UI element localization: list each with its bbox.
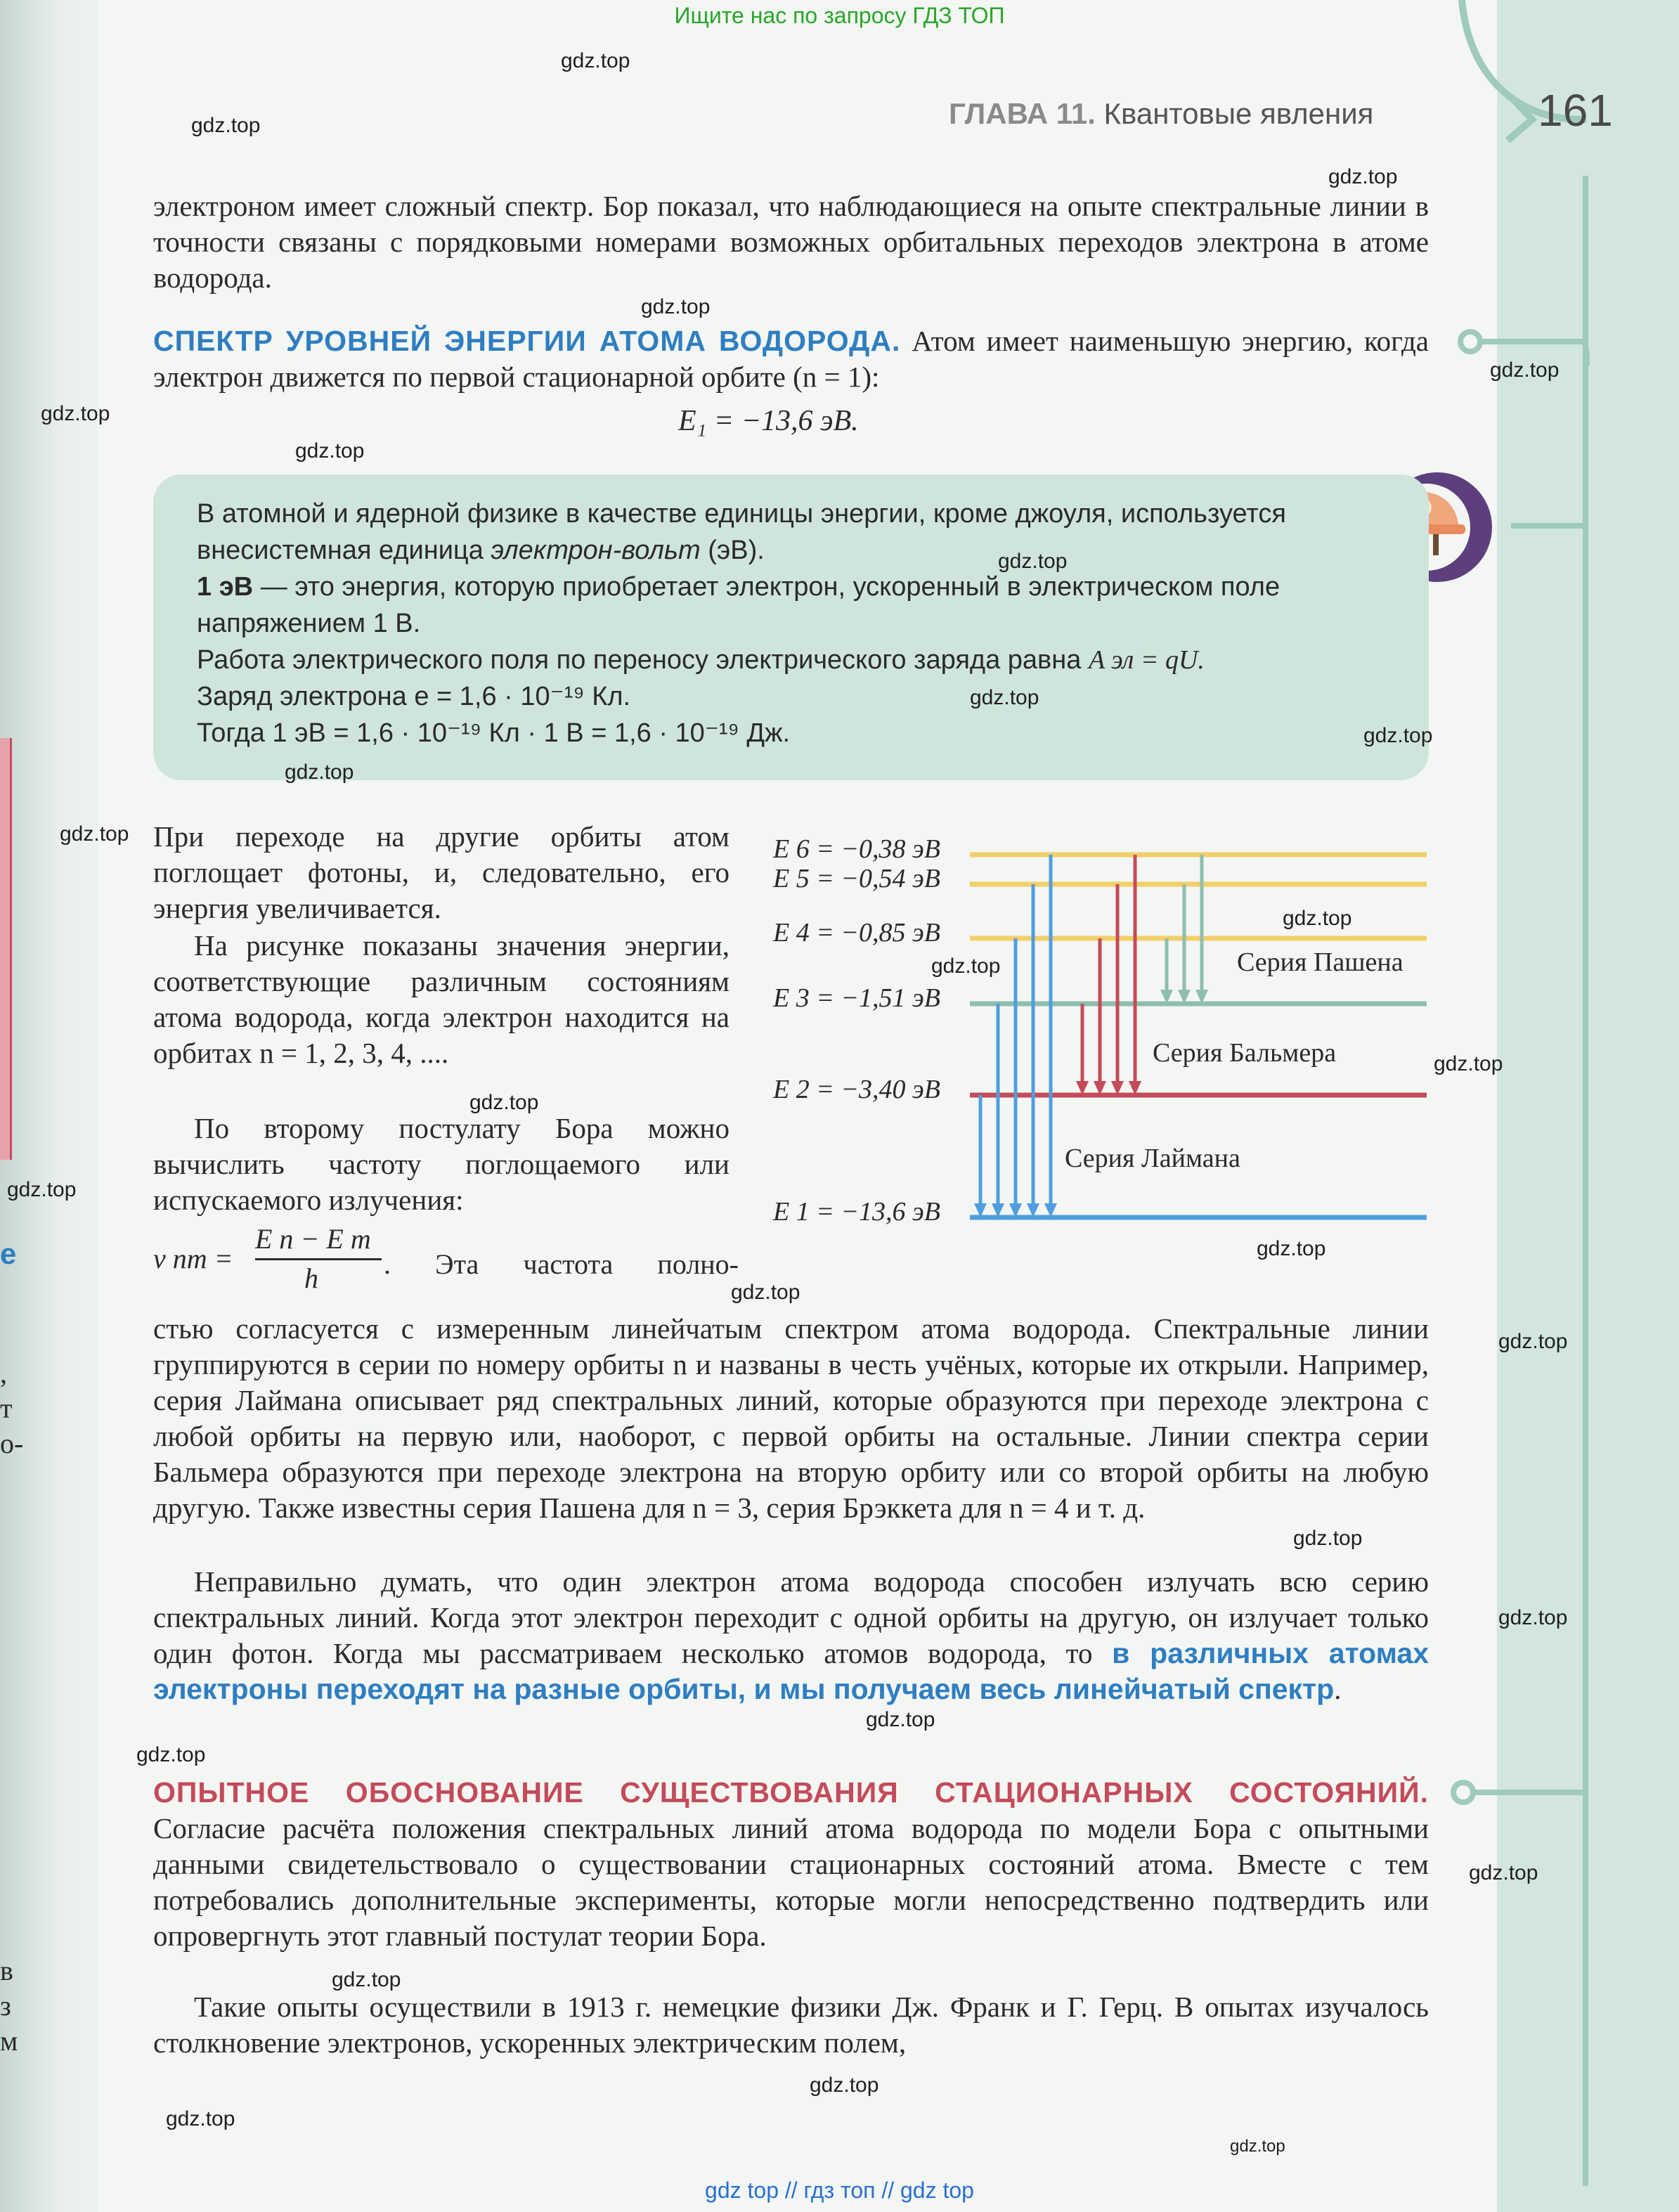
- watermark: gdz.top: [970, 686, 1039, 709]
- lyman-series-label: Серия Лаймана: [1065, 1144, 1240, 1173]
- energy-level-label-2: E 2 = −3,40 эВ: [773, 1075, 940, 1104]
- watermark: gdz.top: [1498, 1330, 1568, 1353]
- paschen-arrow: [1178, 884, 1191, 1004]
- watermark: gdz.top: [998, 550, 1068, 573]
- infobox-charge: Заряд электрона e = 1,6 · 10⁻¹⁹ Кл.: [197, 682, 631, 711]
- watermark: gdz.top: [166, 2107, 235, 2130]
- energy-level-label-1: E 1 = −13,6 эВ: [773, 1197, 940, 1227]
- watermark: gdz.top: [285, 761, 354, 784]
- lyman-arrow: [1027, 884, 1039, 1217]
- section1-text: Атом имеет наименьшую энергию, когда электрон движется по первой стационарной орбите (n = 1):: [153, 325, 1430, 393]
- lyman-arrow: [992, 1004, 1004, 1217]
- watermark: gdz.top: [810, 2074, 879, 2097]
- margin-fragment: e: [0, 1237, 17, 1270]
- left-column-p1: При переходе на другие орбиты атом поглощает фотоны, и, следовательно, его энергия увеличивается.: [153, 820, 730, 924]
- chapter-title: Квантовые явления: [1103, 97, 1374, 130]
- chapter-label: ГЛАВА 11.: [949, 97, 1096, 130]
- bottom-banner[interactable]: gdz top // гдз топ // gdz top: [705, 2178, 974, 2203]
- section2-text: Согласие расчёта положения спектральных линий атома водорода по модели Бора с опытными данными свидетельствовало о существовании стационарных состояний атома. Вместе с тем потребовались дополнительные эксперименты, которые могли непосредственно подтвердить или опровергнуть этот главный постулат теории Бора.: [153, 1812, 1429, 1952]
- energy-level-label-5: E 5 = −0,54 эВ: [773, 864, 940, 893]
- watermark: gdz.top: [1283, 907, 1352, 930]
- watermark: gdz.top: [1469, 1861, 1538, 1884]
- section2-paragraph: [153, 1775, 1429, 1954]
- balmer-series-label: Серия Бальмера: [1153, 1038, 1337, 1068]
- info-box: [153, 474, 1429, 780]
- watermark: gdz.top: [7, 1178, 77, 1201]
- energy-level-label-4: E 4 = −0,85 эВ: [773, 918, 940, 947]
- watermark: gdz.top: [1363, 724, 1433, 747]
- energy-level-label-6: E 6 = −0,38 эВ: [773, 834, 940, 864]
- section1-heading: СПЕКТР УРОВНЕЙ ЭНЕРГИИ АТОМА ВОДОРОДА.: [153, 325, 901, 357]
- lyman-arrow: [974, 1095, 987, 1217]
- watermark: gdz.top: [561, 49, 630, 72]
- previous-page-margin-mark: [0, 738, 12, 1160]
- ground-energy-formula: E₁ = −13,6 эВ.: [678, 405, 859, 437]
- margin-fragment: з: [0, 1990, 11, 2022]
- energy-level-label-3: E 3 = −1,51 эВ: [773, 983, 940, 1013]
- watermark: gdz.top: [1328, 165, 1398, 188]
- watermark: gdz.top: [931, 955, 1001, 978]
- lyman-arrow: [1009, 938, 1022, 1217]
- watermark: gdz.top: [1230, 2137, 1285, 2156]
- watermark: gdz.top: [731, 1281, 800, 1304]
- watermark: gdz.top: [295, 439, 365, 463]
- watermark: gdz.top: [136, 1743, 206, 1766]
- book-spine-shadow: [0, 0, 105, 2212]
- section2-heading: ОПЫТНОЕ ОБОСНОВАНИЕ СУЩЕСТВОВАНИЯ СТАЦИОНАРНЫХ СОСТОЯНИЙ.: [153, 1776, 1429, 1809]
- intro-paragraph: электроном имеет сложный спектр. Бор показал, что наблюдающиеся на опыте спектральные линии в точности связаны с порядковыми номерами возможных орбитальных переходов электрона в атоме водорода.: [153, 190, 1429, 294]
- watermark: gdz.top: [1434, 1052, 1503, 1075]
- watermark: gdz.top: [469, 1091, 539, 1114]
- margin-fragment: о-: [0, 1428, 24, 1459]
- watermark: gdz.top: [866, 1708, 935, 1731]
- balmer-arrow: [1111, 884, 1124, 1095]
- infobox-conversion: Тогда 1 эВ = 1,6 · 10⁻¹⁹ Кл · 1 В = 1,6 · 10⁻¹⁹ Дж.: [197, 718, 791, 748]
- page-number: 161: [1538, 85, 1613, 136]
- left-column-p3: По второму постулату Бора можно вычислить частоту поглощаемого или испускаемого излучения:: [153, 1112, 730, 1216]
- watermark: gdz.top: [641, 295, 711, 318]
- watermark: gdz.top: [332, 1968, 401, 1991]
- energy-level-diagram: [770, 829, 1437, 1251]
- margin-fragment: м: [0, 2025, 18, 2057]
- watermark: gdz.top: [191, 114, 261, 137]
- balmer-arrow: [1129, 855, 1141, 1095]
- chapter-header: [949, 97, 1373, 131]
- balmer-arrow: [1076, 1004, 1089, 1095]
- paschen-arrow: [1160, 938, 1173, 1004]
- watermark: gdz.top: [1490, 358, 1560, 382]
- watermark: gdz.top: [1498, 1606, 1568, 1629]
- infobox-definition: 1 эВ — это энергия, которую приобретает электрон, ускоренный в электрическом поле напряжением 1 В.: [197, 572, 1281, 638]
- section1-paragraph: [153, 323, 1429, 395]
- margin-fragment: ,: [0, 1357, 7, 1389]
- wrong-assumption-paragraph: Неправильно думать, что один электрон атома водорода способен излучать всю серию спектральных линий. Когда этот электрон переходит с одной орбиты на другую, он излучает только один фотон. Когда мы рассматриваем несколько атомов водорода, то в различных атомах электроны переходят на разные орбиты, и мы получаем весь линейчатый спектр.: [153, 1565, 1430, 1705]
- main-continued-paragraph: стью согласуется с измеренным линейчатым спектром атома водорода. Спектральные линии группируются в серии по номеру орбиты n и названы в честь учёных, которые их открыли. Например, серия Лаймана описывает ряд спектральных линий, которые образуются при переходе электрона с любой орбиты на первую или, наоборот, с первой орбиты на остальные. Линии спектра серии Бальмера образуются при переходе электрона на вторую орбиту или со второй орбиты на любую другую. Также известны серия Пашена для n = 3, серия Брэккета для n = 4 и т. д.: [153, 1312, 1429, 1524]
- watermark: gdz.top: [1293, 1527, 1363, 1550]
- balmer-arrow: [1094, 938, 1106, 1095]
- paschen-series-label: Серия Пашена: [1237, 947, 1404, 977]
- infobox-work: Работа электрического поля по переносу электрического заряда равна A эл = qU.: [197, 645, 1205, 675]
- watermark: gdz.top: [41, 402, 110, 425]
- margin-fragment: в: [0, 1955, 13, 1986]
- infobox-unit-line: В атомной и ядерной физике в качестве единицы энергии, кроме джоуля, используется внесистемная единица электрон-вольт (эВ).: [197, 499, 1286, 565]
- left-column-p2: На рисунке показаны значения энергии, соответствующие различным состояниям атома водорода, когда электрон находится на орбитах n = 1, 2, 3, 4, ....: [153, 929, 730, 1069]
- watermark: gdz.top: [1257, 1237, 1326, 1260]
- margin-fragment: т: [0, 1392, 13, 1424]
- franck-hertz-paragraph: Такие опыты осуществили в 1913 г. немецкие физики Дж. Франк и Г. Герц. В опытах изучалось столкновение электронов, ускоренных электрическим полем,: [153, 1991, 1429, 2059]
- top-banner[interactable]: Ищите нас по запросу ГДЗ ТОП: [674, 3, 1005, 28]
- paschen-arrow: [1195, 855, 1208, 1004]
- watermark: gdz.top: [60, 822, 129, 846]
- lyman-arrow: [1044, 855, 1057, 1217]
